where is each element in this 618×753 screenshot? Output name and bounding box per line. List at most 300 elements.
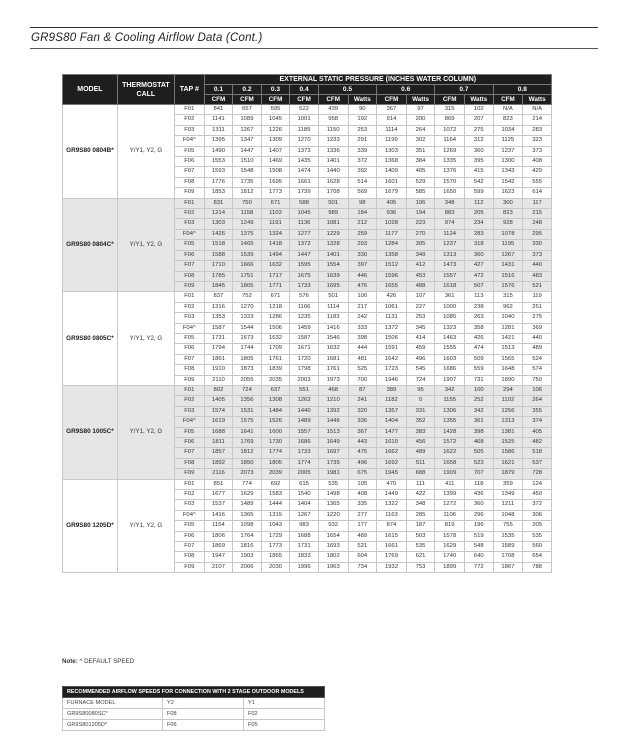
value-cell: 1632 [318,344,348,354]
value-cell: 1061 [377,302,407,312]
value-cell: 367 [348,427,377,437]
value-cell: 456 [406,438,435,448]
value-cell: 983 [290,521,319,531]
value-cell: 1586 [493,448,523,458]
value-cell: 1081 [318,219,348,229]
value-cell: 1557 [435,271,465,281]
value-cell: 1322 [377,500,407,510]
value-cell: 398 [348,333,377,343]
value-cell: 1416 [204,510,233,520]
value-cell: 802 [204,385,233,395]
value-cell: 1498 [318,490,348,500]
model-cell: GR9S80 0804B* [63,105,118,199]
value-cell: 914 [377,115,407,125]
value-cell: 488 [406,281,435,291]
value-cell: 205 [523,521,552,531]
value-cell: 1812 [233,448,262,458]
value-cell: 1557 [290,427,319,437]
value-cell: 345 [406,323,435,333]
value-cell: 1655 [377,281,407,291]
thermostat-call-cell: Y/Y1, Y2, G [117,105,174,199]
note-text: ^ DEFAULT SPEED [79,658,135,665]
value-cell: 1769 [233,438,262,448]
value-cell: 295 [523,229,552,239]
value-cell: 1125 [493,136,523,146]
tap-cell: F03 [174,406,204,416]
value-cell: 277 [348,510,377,520]
value-cell: 1163 [377,510,407,520]
header-pressure: 0.8 [493,85,551,95]
page-title: GR9S80 Fan & Cooling Airflow Data (Cont.) [31,32,263,44]
value-cell: 2107 [204,562,233,572]
value-cell: 270 [406,229,435,239]
value-cell: 1262 [290,396,319,406]
value-cell: 97 [406,105,435,115]
value-cell: 1281 [493,323,523,333]
value-cell: 1343 [493,167,523,177]
value-cell: 752 [233,292,262,302]
value-cell: 1642 [377,354,407,364]
value-cell: 360 [465,146,494,156]
value-cell: 1553 [204,157,233,167]
value-cell: 1973 [318,375,348,385]
value-cell: 1628 [318,177,348,187]
model-cell: GR9S80 1205D* [63,479,118,573]
header-cfm: CFM [261,95,290,105]
value-cell: 519 [465,531,494,541]
value-cell: 1879 [493,469,523,479]
value-cell: 724 [233,385,262,395]
value-cell: 1816 [233,542,262,552]
value-cell: 1043 [261,521,290,531]
value-cell: 1544 [233,323,262,333]
value-cell: 1811 [204,438,233,448]
value-cell: 1103 [261,209,290,219]
value-cell: 1409 [377,167,407,177]
tap-cell: F04^ [174,323,204,333]
value-cell: 1600 [261,427,290,437]
value-cell: 302 [406,136,435,146]
value-cell: 1805 [261,458,290,468]
value-cell: 1284 [377,240,407,250]
tap-cell: F01 [174,198,204,208]
value-cell: 275 [523,313,552,323]
value-cell: 200 [406,115,435,125]
value-cell: 1537 [204,500,233,510]
value-cell: 342 [465,406,494,416]
value-cell: 1907 [435,375,465,385]
value-cell: 358 [465,323,494,333]
value-cell: 1761 [261,354,290,364]
value-cell: 1323 [233,313,262,323]
header-cfm: CFM [377,95,407,105]
value-cell: 1865 [261,552,290,562]
header-cfm: CFM [204,95,233,105]
value-cell: 1861 [204,354,233,364]
value-cell: 87 [348,385,377,395]
value-cell: 426 [377,292,407,302]
value-cell: 1000 [435,302,465,312]
value-cell: 1629 [435,542,465,552]
value-cell: 106 [523,385,552,395]
value-cell: 1806 [204,531,233,541]
value-cell: 283 [465,229,494,239]
value-cell: 1158 [233,209,262,219]
value-cell: 958 [318,115,348,125]
value-cell: 1575 [233,417,262,427]
value-cell: 100 [465,385,494,395]
value-cell: 569 [348,188,377,198]
value-cell: 408 [348,490,377,500]
value-cell: 1518 [204,240,233,250]
value-cell: 1548 [233,167,262,177]
value-cell: 312 [465,136,494,146]
value-cell: 1774 [261,448,290,458]
value-cell: 1619 [204,417,233,427]
value-cell: 1440 [318,167,348,177]
value-cell: 1444 [261,500,290,510]
value-cell: 1570 [435,177,465,187]
value-cell: 2005 [290,469,319,479]
value-cell: 436 [465,490,494,500]
tap-cell: F07 [174,542,204,552]
value-cell: 238 [465,302,494,312]
value-cell: 100 [348,292,377,302]
value-cell: 1401 [318,250,348,260]
value-cell: 1469 [261,157,290,167]
value-cell: 1150 [318,125,348,135]
model-cell: GR9S80 0805C* [63,292,118,386]
value-cell: 688 [406,469,435,479]
value-cell: 1773 [261,188,290,198]
value-cell: 1688 [204,427,233,437]
value-cell: 559 [465,365,494,375]
tap-cell: F08 [174,458,204,468]
value-cell: 1182 [377,396,407,406]
value-cell: 331 [406,406,435,416]
value-cell: 521 [348,542,377,552]
value-cell: 1136 [290,219,319,229]
value-cell: 361 [435,292,465,302]
value-cell: 1395 [204,136,233,146]
airflow-table [62,74,552,573]
value-cell: 1189 [290,125,319,135]
value-cell: 440 [523,333,552,343]
value-cell: 241 [348,396,377,406]
value-cell: 1473 [435,261,465,271]
table-row [63,385,552,395]
value-cell: 1512 [377,261,407,271]
value-cell: 1774 [290,458,319,468]
value-cell: 545 [406,365,435,375]
recommended-head-cell: Y2 [163,698,244,709]
value-cell: 1267 [493,250,523,260]
value-cell: 355 [523,406,552,416]
value-cell: 294 [493,385,523,395]
value-cell: 439 [318,105,348,115]
value-cell: 869 [435,115,465,125]
value-cell: 1085 [435,313,465,323]
value-cell: 1733 [290,281,319,291]
value-cell: 412 [406,261,435,271]
tap-cell: F01 [174,292,204,302]
value-cell: 1981 [318,469,348,479]
value-cell: 392 [348,167,377,177]
value-cell: 264 [406,125,435,135]
value-cell: 576 [290,292,319,302]
value-cell: 1946 [377,375,407,385]
value-cell: 1078 [493,229,523,239]
value-cell: 293 [348,240,377,250]
value-cell: 315 [435,105,465,115]
value-cell: 1508 [261,167,290,177]
value-cell: 373 [523,146,552,156]
value-cell: 483 [523,271,552,281]
value-cell: 398 [465,427,494,437]
value-cell: 1857 [204,448,233,458]
value-cell: 1477 [377,427,407,437]
value-cell: 1311 [204,125,233,135]
value-cell: 1666 [233,261,262,271]
value-cell: 1431 [493,261,523,271]
value-cell: 217 [348,302,377,312]
value-cell: 1506 [261,323,290,333]
value-cell: 1565 [493,354,523,364]
value-cell: 851 [204,479,233,489]
value-cell: 119 [523,292,552,302]
value-cell: 263 [465,313,494,323]
value-cell: 1587 [290,333,319,343]
value-cell: 405 [523,427,552,437]
header-pressure: 0.5 [318,85,376,95]
value-cell: 1805 [233,281,262,291]
thermostat-call-cell: Y/Y1, Y2, G [117,479,174,573]
value-cell: 470 [377,479,407,489]
value-cell: N/A [523,105,552,115]
value-cell: 1589 [493,542,523,552]
tap-cell: F09 [174,188,204,198]
value-cell: 187 [406,521,435,531]
value-cell: 333 [348,323,377,333]
value-cell: 474 [465,344,494,354]
tap-cell: F04^ [174,136,204,146]
value-cell: 349 [406,250,435,260]
value-cell: 112 [465,198,494,208]
value-cell: 1658 [435,458,465,468]
value-cell: 1945 [377,469,407,479]
value-cell: 1235 [290,313,319,323]
header-watts: Watts [523,95,552,105]
tap-cell: F05 [174,427,204,437]
value-cell: 1708 [493,552,523,562]
value-cell: 1249 [233,219,262,229]
value-cell: 1516 [493,271,523,281]
value-cell: 537 [523,458,552,468]
value-cell: 599 [465,188,494,198]
value-cell: 489 [406,448,435,458]
value-cell: 1098 [233,521,262,531]
header-tap: TAP # [174,75,204,105]
header-pressure: 0.3 [261,85,290,95]
value-cell: 1373 [290,146,319,156]
value-cell: 505 [465,448,494,458]
value-cell: 1489 [233,500,262,510]
value-cell: 1272 [435,500,465,510]
value-cell: 1761 [318,365,348,375]
value-cell: 1428 [435,427,465,437]
header-cfm: CFM [233,95,262,105]
value-cell: 1681 [318,354,348,364]
value-cell: 823 [493,115,523,125]
tap-cell: F07 [174,354,204,364]
value-cell: 2039 [261,469,290,479]
value-cell: 1368 [377,157,407,167]
value-cell: 1164 [435,136,465,146]
value-cell: 1267 [290,510,319,520]
value-cell: 588 [290,198,319,208]
value-cell: 1845 [204,281,233,291]
value-cell: 1141 [204,115,233,125]
value-cell: 525 [348,365,377,375]
tap-cell: F08 [174,365,204,375]
tap-cell: F03 [174,500,204,510]
value-cell: 700 [348,375,377,385]
value-cell: 1270 [233,302,262,312]
value-cell: 1229 [318,229,348,239]
value-cell: 408 [523,157,552,167]
value-cell: 1349 [493,490,523,500]
value-cell: 1401 [318,157,348,167]
value-cell: 1510 [233,157,262,167]
value-cell: 253 [406,313,435,323]
value-cell: 113 [465,292,494,302]
thermostat-call-cell: Y/Y1, Y2, G [117,292,174,386]
tap-cell: F02 [174,209,204,219]
value-cell: 2030 [261,562,290,572]
value-cell: 1695 [318,281,348,291]
value-cell: 481 [348,354,377,364]
value-cell: 1723 [377,365,407,375]
value-cell: 196 [465,521,494,531]
tap-cell: F02 [174,302,204,312]
value-cell: 323 [523,136,552,146]
value-cell: 724 [406,375,435,385]
value-cell: 440 [523,261,552,271]
value-cell: 2055 [233,375,262,385]
value-cell: 1850 [233,458,262,468]
value-cell: 1191 [261,219,290,229]
header-watts: Watts [406,95,435,105]
value-cell: 1603 [435,354,465,364]
value-cell: 1435 [290,157,319,167]
value-cell: 496 [406,354,435,364]
value-cell: 1211 [493,500,523,510]
value-cell: 1932 [377,562,407,572]
value-cell: 1277 [290,229,319,239]
value-cell: 427 [465,261,494,271]
value-cell: 1353 [204,313,233,323]
value-cell: 1574 [204,406,233,416]
value-cell: 1506 [377,333,407,343]
value-cell: 1632 [261,333,290,343]
value-cell: 1045 [290,209,319,219]
value-cell: 524 [523,354,552,364]
value-cell: 1376 [435,167,465,177]
value-cell: 1720 [290,354,319,364]
value-cell: 1833 [290,552,319,562]
value-cell: 320 [348,406,377,416]
value-cell: 1733 [290,448,319,458]
value-cell: 1102 [493,396,523,406]
value-cell: 1392 [318,406,348,416]
model-cell: GR9S80 0804C* [63,198,118,292]
header-watts: Watts [348,95,377,105]
value-cell: 383 [406,427,435,437]
value-cell: 422 [406,490,435,500]
tap-cell: F07 [174,448,204,458]
value-cell: 535 [523,531,552,541]
value-cell: 1618 [435,281,465,291]
value-cell: 215 [523,209,552,219]
value-cell: 351 [406,146,435,156]
value-cell: 1649 [318,438,348,448]
header-pressure: 0.4 [290,85,319,95]
tap-cell: F05 [174,240,204,250]
value-cell: 489 [348,531,377,541]
recommended-cell: F05 [244,720,325,731]
value-cell: 1226 [261,125,290,135]
value-cell: 184 [348,209,377,219]
value-cell: 671 [261,292,290,302]
value-cell: 426 [465,333,494,343]
tap-cell: F08 [174,552,204,562]
value-cell: 1661 [290,177,319,187]
value-cell: 367 [377,105,407,115]
value-cell: 1805 [233,354,262,364]
value-cell: 514 [348,177,377,187]
value-cell: 555 [523,177,552,187]
value-cell: 444 [348,344,377,354]
value-cell: 1731 [204,333,233,343]
value-cell: 657 [233,105,262,115]
value-cell: 1365 [318,500,348,510]
header-pressure: 0.6 [377,85,435,95]
value-cell: 1812 [233,188,262,198]
value-cell: 1867 [493,562,523,572]
value-cell: 1739 [290,188,319,198]
value-cell: 1459 [290,323,319,333]
value-cell: 529 [406,177,435,187]
value-cell: 1621 [493,458,523,468]
value-cell: 1446 [318,417,348,427]
value-cell: 551 [290,385,319,395]
value-cell: 750 [523,375,552,385]
value-cell: 1358 [377,250,407,260]
value-cell: 2066 [233,562,262,572]
value-cell: 283 [523,125,552,135]
value-cell: 1426 [204,229,233,239]
value-cell: 352 [406,417,435,427]
value-cell: 1869 [204,542,233,552]
value-cell: 389 [377,385,407,395]
value-cell: 177 [348,521,377,531]
value-cell: 523 [465,458,494,468]
value-cell: 1237 [435,240,465,250]
value-cell: 0 [406,396,435,406]
value-cell: N/A [493,105,523,115]
value-cell: 415 [465,167,494,177]
value-cell: 1853 [204,188,233,198]
